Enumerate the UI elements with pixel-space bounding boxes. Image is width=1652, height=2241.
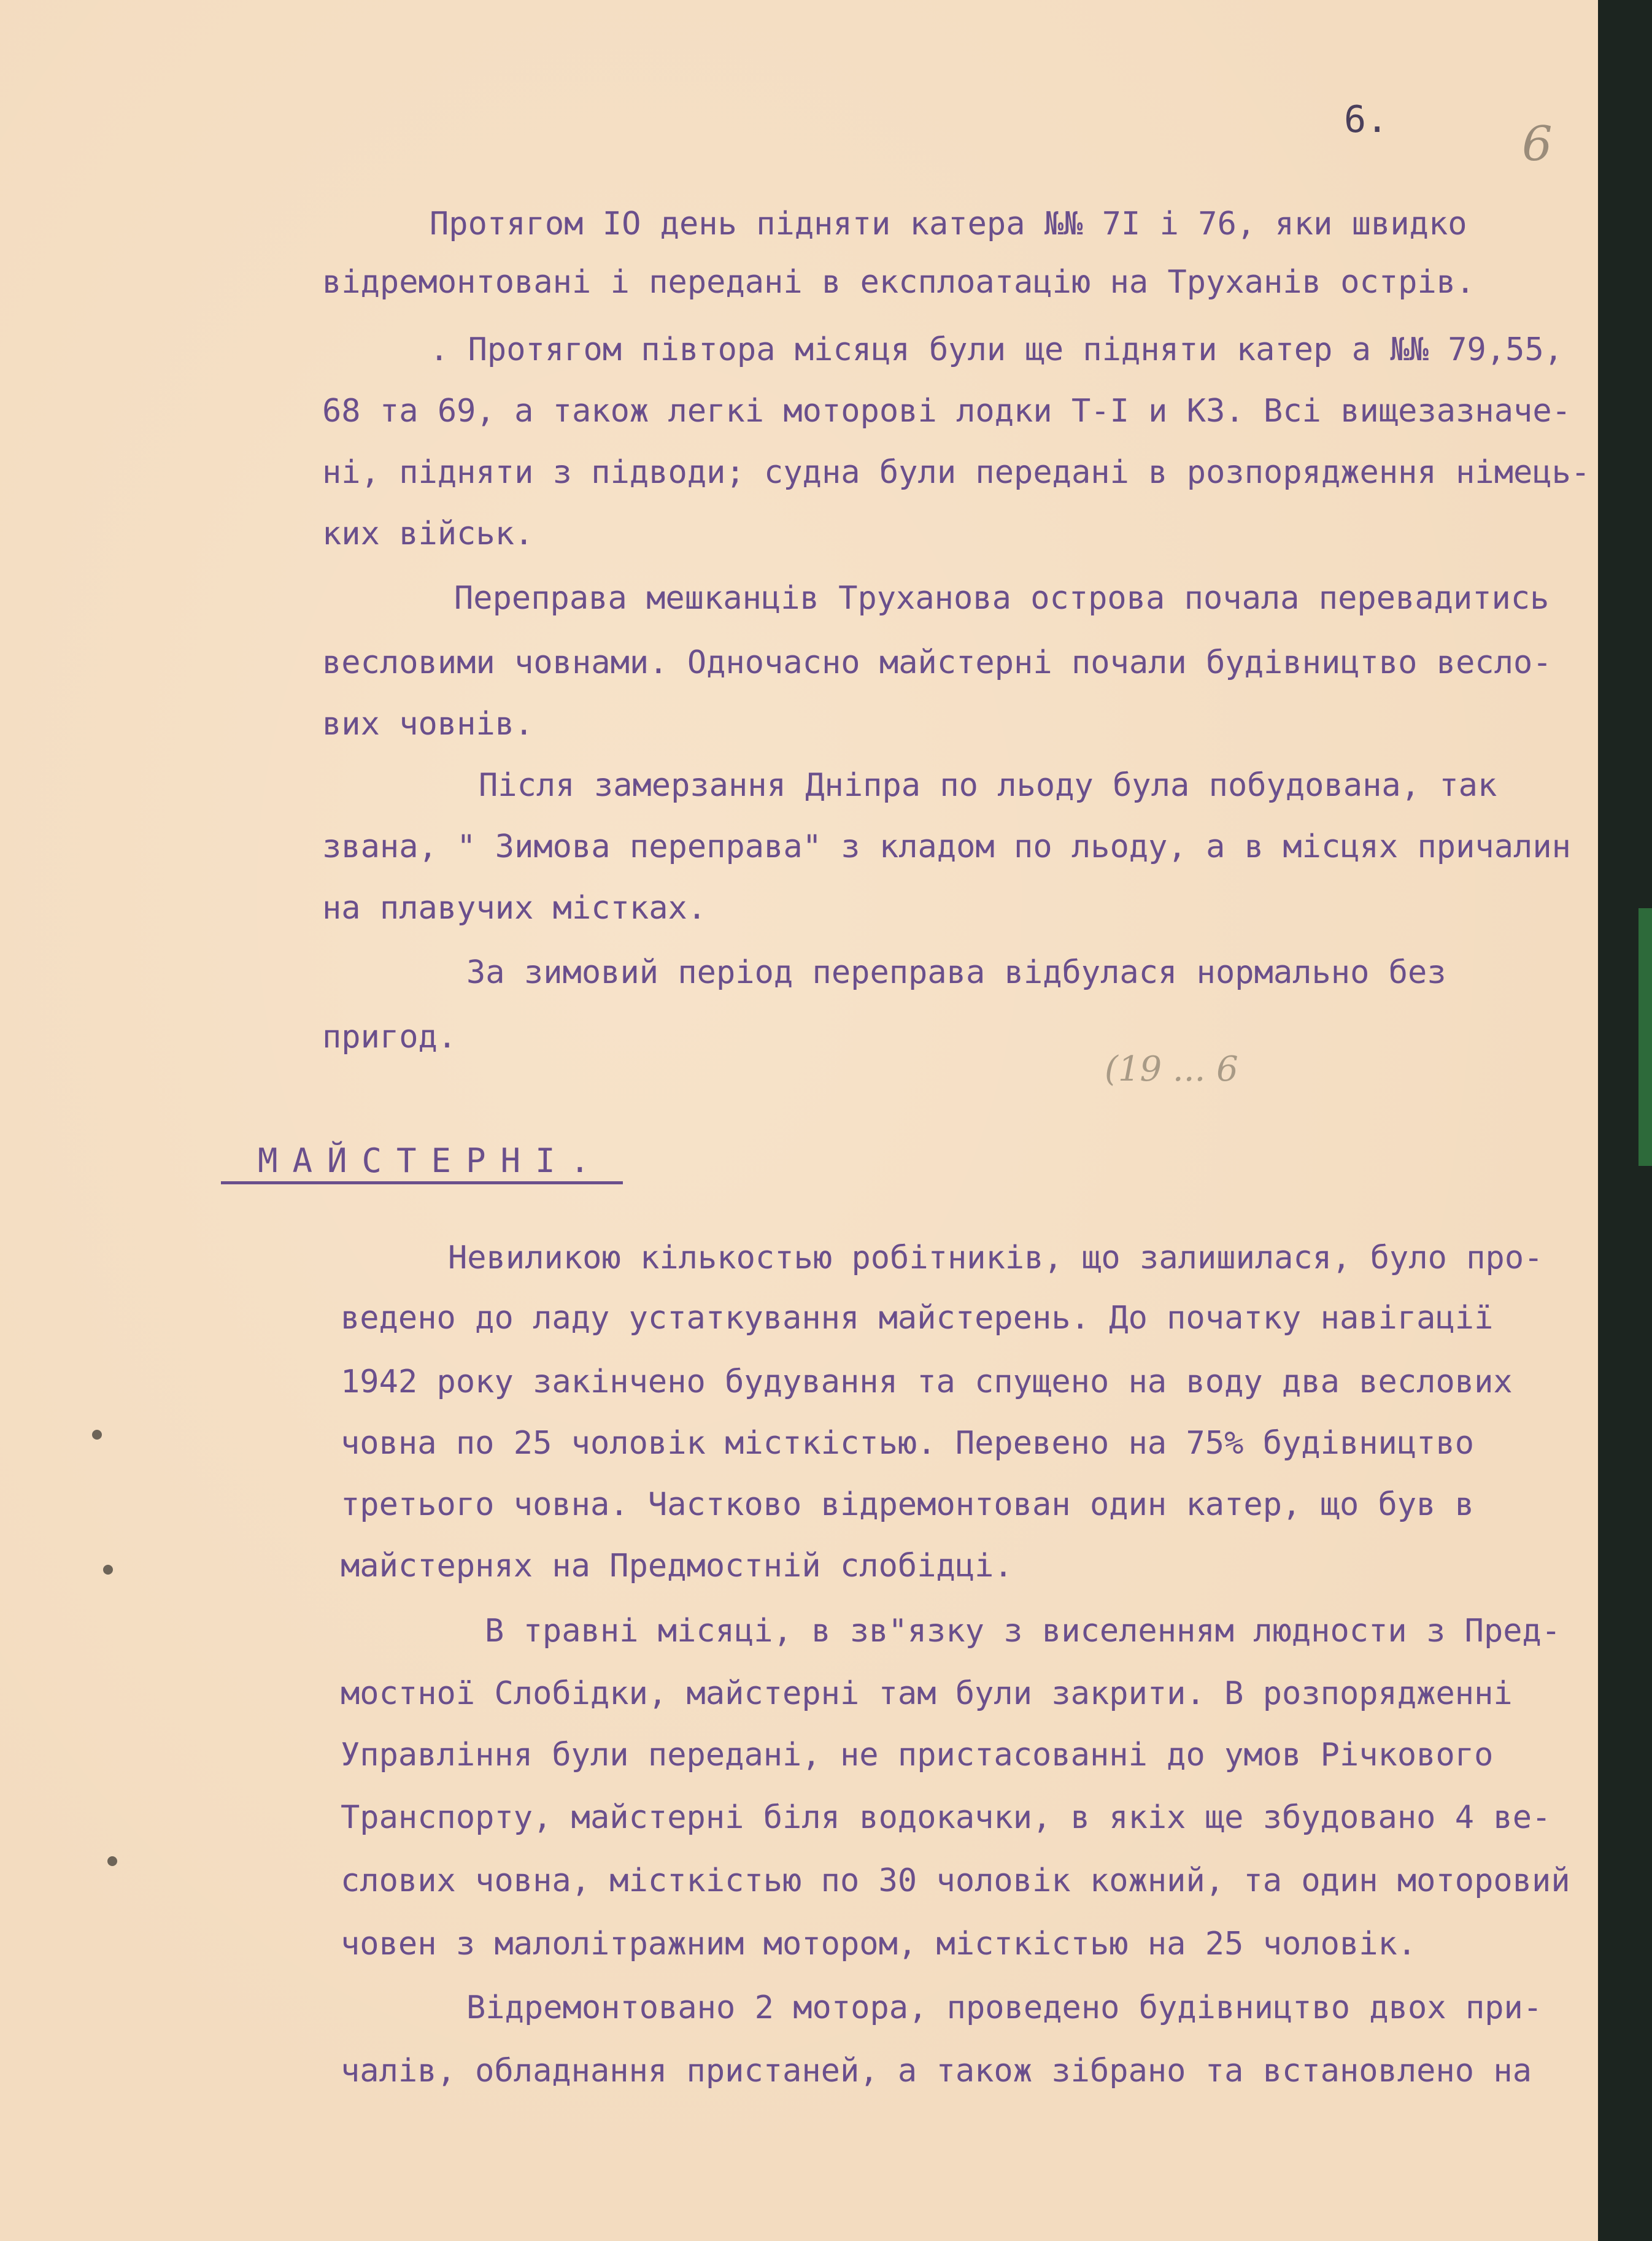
scan-edge-strip bbox=[1638, 908, 1652, 1166]
binding-hole bbox=[103, 1565, 113, 1575]
text-line: Протягом IO день підняти катера №№ 7I і 76, яки швидко bbox=[430, 206, 1467, 242]
text-line: Транспорту, майстерні біля водокачки, в якіх ще збудовано 4 ве- bbox=[341, 1799, 1551, 1836]
text-line: ких військ. bbox=[322, 515, 534, 552]
text-line: човна по 25 чоловік місткістью. Перевено на 75% будівництво bbox=[341, 1425, 1475, 1462]
page-number-pencil: 6 bbox=[1522, 117, 1553, 172]
text-line: на плавучих містках. bbox=[322, 890, 707, 927]
text-line: пригод. bbox=[322, 1019, 457, 1055]
text-line: чалів, обладнання пристаней, а також зібрано та встановлено на bbox=[341, 2053, 1532, 2089]
text-line: човен з малолітражним мотором, місткістью на 25 чоловік. bbox=[341, 1926, 1417, 1962]
text-line: За зимовий період переправа відбулася нормально без bbox=[466, 954, 1446, 991]
page-number: 6. bbox=[1344, 98, 1389, 141]
text-line: 1942 року закінчено будування та спущено на воду два веслових bbox=[341, 1364, 1513, 1400]
text-line: 68 та 69, а також легкі моторові лодки Т-I и КЗ. Всі вищезазначе- bbox=[322, 393, 1571, 430]
heading-underline bbox=[221, 1181, 623, 1184]
pencil-annotation: (19 ... 6 bbox=[1105, 1049, 1238, 1089]
text-line: Після замерзання Дніпра по льоду була побудована, так bbox=[479, 767, 1497, 804]
text-line: Переправа мешканців Труханова острова почала перевадитись bbox=[454, 580, 1550, 617]
text-line: В травні місяці, в зв"язку з виселенням людности з Пред- bbox=[485, 1613, 1561, 1649]
section-heading: МАЙСТЕРНІ. bbox=[258, 1141, 605, 1180]
text-line: третього човна. Частково відремонтован один катер, що був в bbox=[341, 1486, 1475, 1523]
text-line: відремонтовані і передані в експлоатацію на Труханів острів. bbox=[322, 264, 1475, 301]
text-line: Невиликою кількостью робітників, що залишилася, було про- bbox=[448, 1240, 1543, 1276]
text-line: вих човнів. bbox=[322, 706, 534, 742]
binding-hole bbox=[107, 1856, 117, 1866]
text-line: ведено до ладу устаткування майстерень. До початку навігації bbox=[341, 1300, 1494, 1336]
binding-hole bbox=[92, 1430, 102, 1440]
text-line: . Протягом півтора місяця були ще підняти катер а №№ 79,55, bbox=[430, 331, 1564, 368]
text-line: слових човна, місткістью по 30 чоловік кожний, та один моторовий bbox=[341, 1862, 1570, 1899]
text-line: Управління були передані, не пристасованні до умов Річкового bbox=[341, 1737, 1494, 1773]
text-line: мостної Слобідки, майстерні там були закрити. В розпорядженні bbox=[341, 1675, 1513, 1712]
text-line: весловими човнами. Одночасно майстерні почали будівництво весло- bbox=[322, 644, 1552, 681]
text-line: звана, " Зимова переправа" з кладом по льоду, а в місцях причалин bbox=[322, 828, 1571, 865]
text-line: ні, підняти з підводи; судна були передані в розпорядження німець- bbox=[322, 454, 1591, 491]
text-line: майстернях на Предмостній слобідці. bbox=[341, 1548, 1013, 1584]
text-line: Відремонтовано 2 мотора, проведено будівництво двох при- bbox=[466, 1989, 1543, 2026]
